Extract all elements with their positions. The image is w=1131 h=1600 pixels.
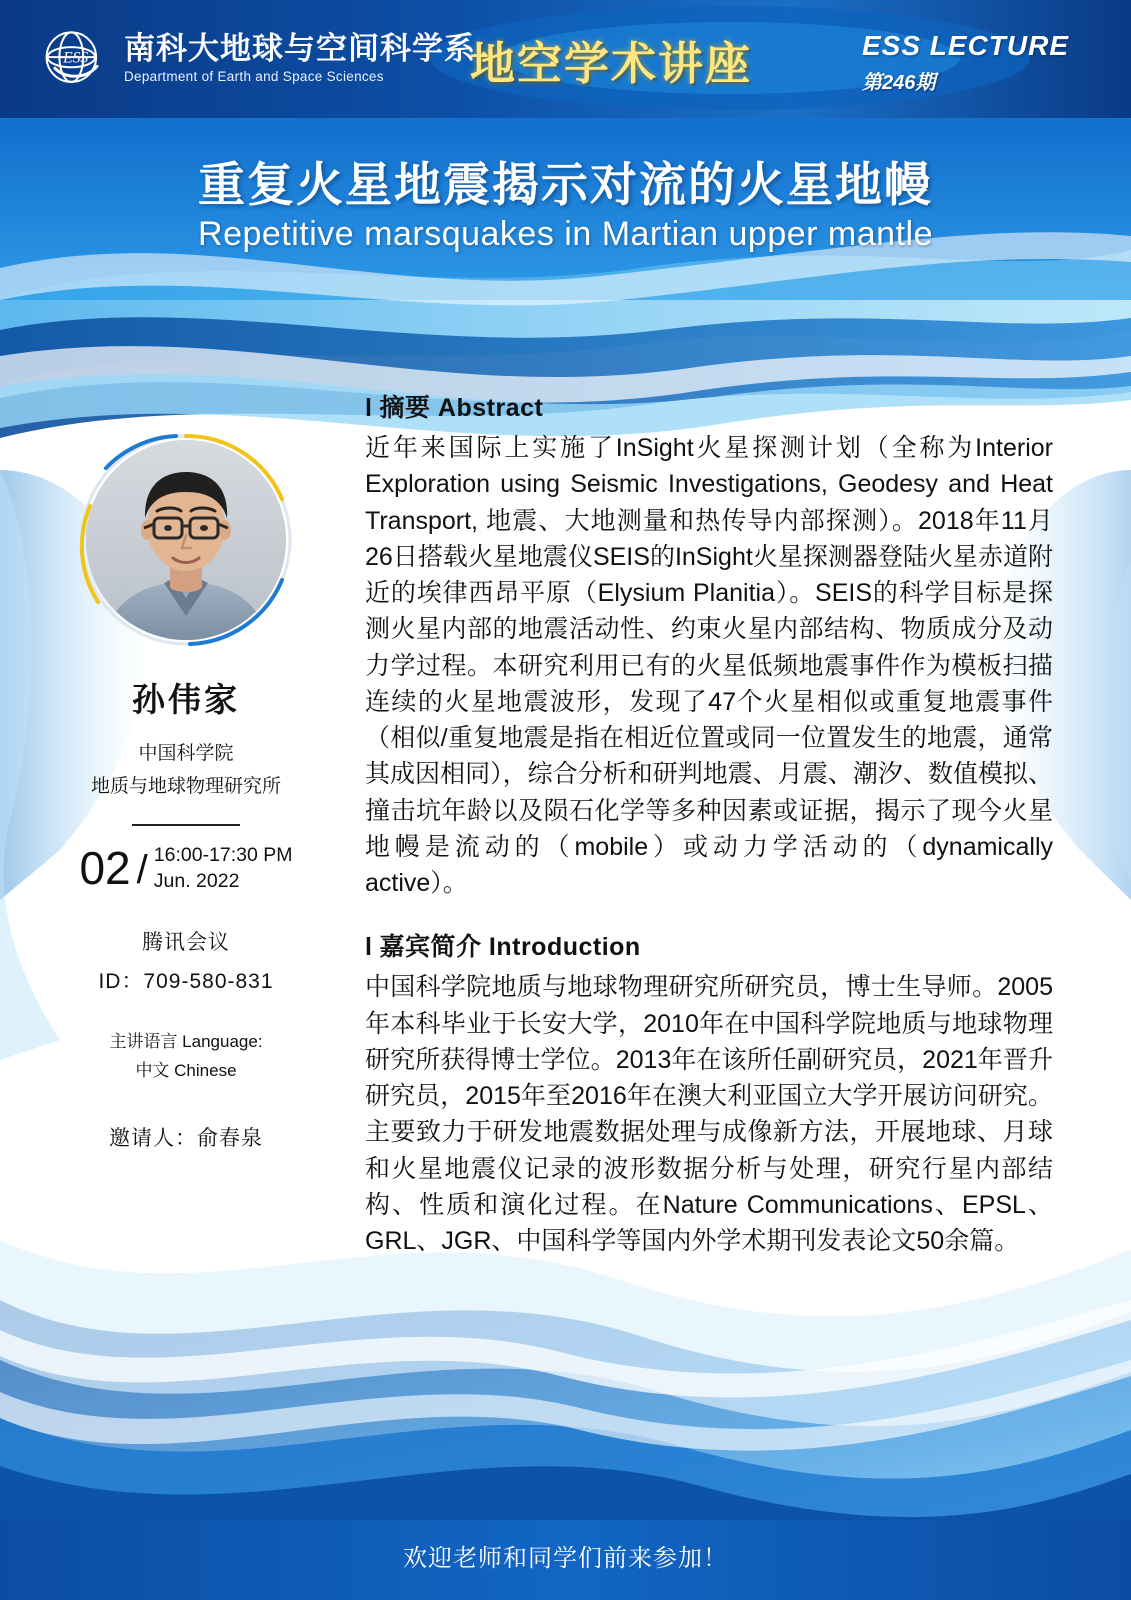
section-bar-icon: l: [365, 394, 373, 422]
language-label: 主讲语言 Language:: [109, 1031, 263, 1051]
affiliation-line-1: 中国科学院: [138, 743, 234, 764]
meeting-id: ID：709-580-831: [98, 969, 274, 993]
meeting-info: [36, 924, 336, 1002]
event-datetime: [36, 842, 336, 895]
page-title-en: Repetitive marsquakes in Martian upper mantle: [198, 215, 933, 253]
content-panel: [365, 388, 1053, 1259]
section-bar-icon: l: [365, 933, 373, 962]
speaker-name: 孙伟家: [132, 681, 240, 718]
inviter: 邀请人：俞春泉: [109, 1126, 263, 1150]
lecture-banner-cn: 地空学术讲座: [470, 38, 753, 89]
lecture-issue-number: 第246期: [862, 72, 936, 94]
avatar: [78, 432, 294, 648]
divider: [132, 824, 240, 826]
meeting-platform: 腾讯会议: [142, 931, 230, 955]
affiliation-line-2: 地质与地球物理研究所: [90, 776, 281, 798]
globe-icon: [38, 26, 112, 92]
abstract-body: 近年来国际上实施了InSight火星探测计划（全称为Interior Exploration using Seismic Investigations, Geodesy and Heat Transport, 地震、大地测量和热传导内部探测）。2018年11月26日搭载火星地震仪SEIS的InSight火星探测器登陆火星赤道附近的埃律西昂平原（Elysium Planitia）。SEIS的科学目标是探测火星内部的地震活动性、约束火星内部结构、物质成分及动力学过程。本研究利用已有的火星低频地震事件作为模板扫描连续的火星地震波形，发现了47个火星相似或重复地震事件（相似/重复地震是指在相近位置或同一位置发生的地震，通常其成因相同），综合分析和研判地震、月震、潮汐、数值模拟、撞击坑年龄以及陨石化学等多种因素或证据，揭示了现今火星地幔是流动的（mobile）或动力学活动的（dynamically active）。: [365, 434, 1053, 897]
header-band: [0, 0, 1131, 118]
lecture-banner-en: ESS LECTURE: [862, 30, 1070, 61]
abstract-heading: [365, 388, 1053, 424]
introduction-heading-text: 嘉宾简介 Introduction: [379, 933, 641, 962]
event-day: 02: [79, 841, 131, 894]
logo-text-en: Department of Earth and Space Sciences: [124, 69, 384, 85]
date-slash: /: [136, 847, 148, 892]
introduction-heading: [365, 927, 1053, 963]
introduction-body: 中国科学院地质与地球物理研究所研究员，博士生导师。2005年本科毕业于长安大学，2010年在中国科学院地质与地球物理研究所获得博士学位。2013年在该所任副研究员，2021年晋升研究员，2015年至2016年在澳大利亚国立大学开展访问研究。主要致力于研发地震数据处理与成像新方法，开展地球、月球和火星地震仪记录的波形数据分析与处理，研究行星内部结构、性质和演化过程。在Nature Communications、EPSL、GRL、JGR、中国科学等国内外学术期刊发表论文50余篇。: [365, 973, 1053, 1255]
department-logo: [38, 26, 476, 92]
event-time: 16:00-17:30 PM: [153, 843, 293, 866]
speaker-photo: [86, 440, 286, 640]
speaker-panel: [36, 432, 336, 1152]
footer-welcome-text: 欢迎老师和同学们前来参加！: [403, 1545, 728, 1572]
abstract-heading-text: 摘要 Abstract: [379, 394, 544, 422]
logo-text-cn: 南科大地球与空间科学系: [124, 31, 476, 67]
language-value: 中文 Chinese: [135, 1060, 237, 1080]
language-info: [36, 1028, 336, 1086]
event-month-year: Jun. 2022: [153, 869, 240, 892]
svg-text:ESS: ESS: [63, 49, 89, 67]
speaker-affiliation: [36, 737, 336, 804]
page-title-cn: 重复火星地震揭示对流的火星地幔: [198, 158, 933, 211]
